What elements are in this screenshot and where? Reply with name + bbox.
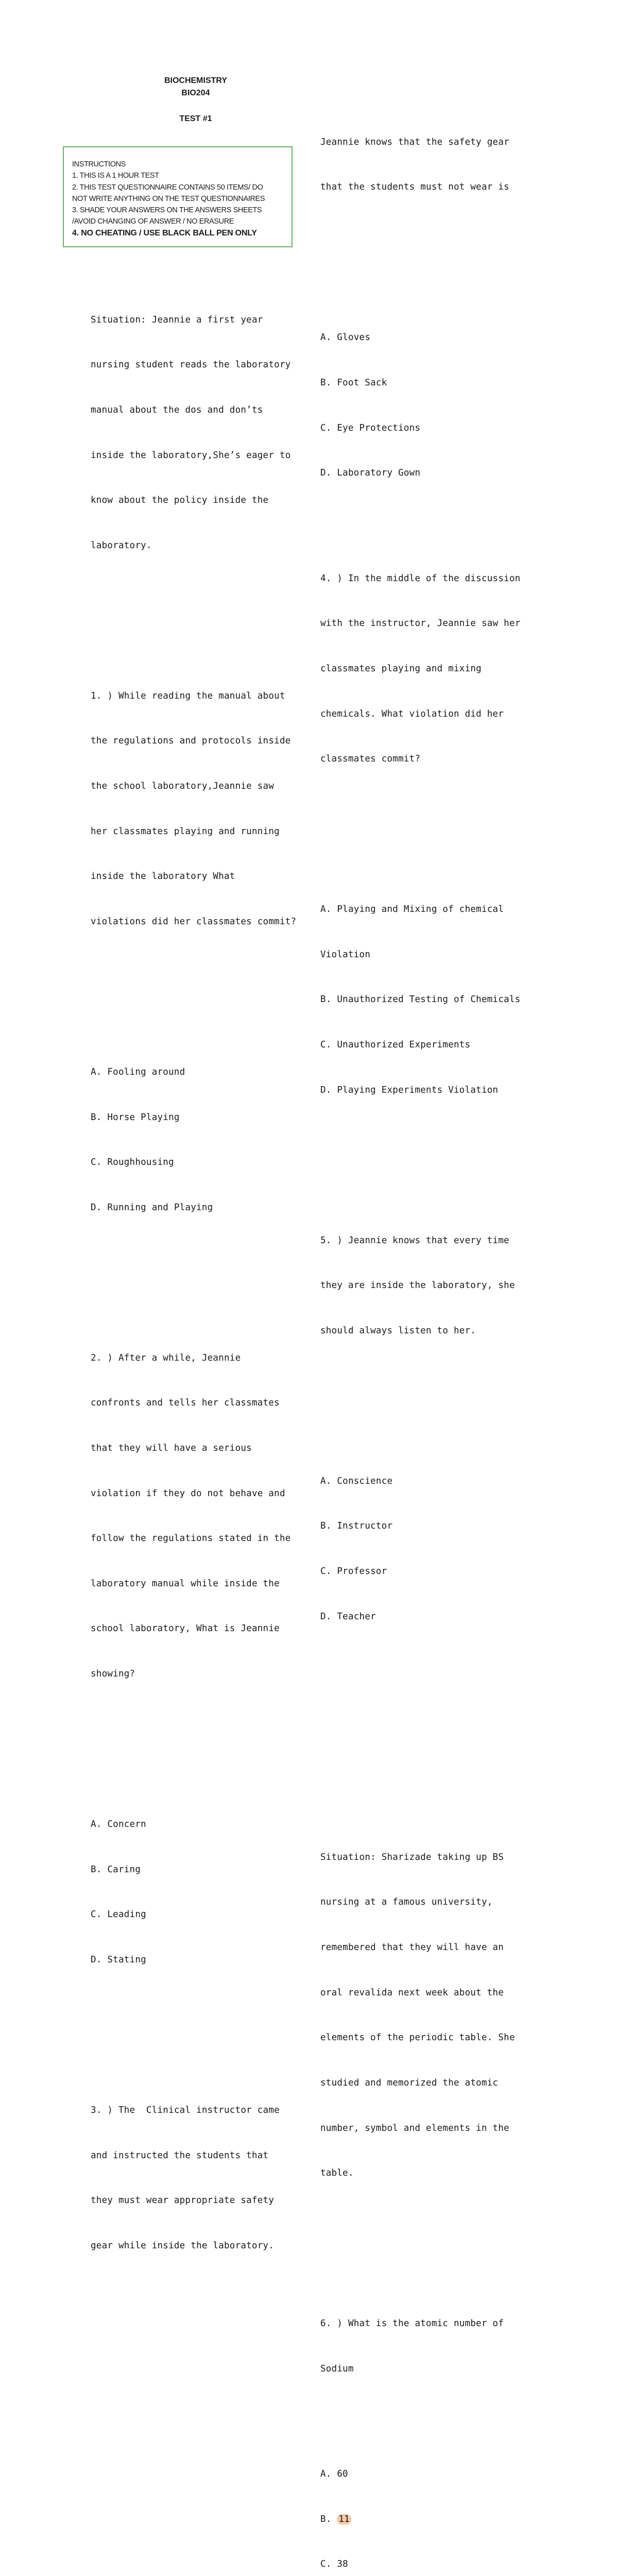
answer-option: B. Foot Sack bbox=[320, 378, 387, 388]
text-line: number, symbol and elements in the bbox=[320, 2123, 509, 2133]
text-line: inside the laboratory What bbox=[91, 871, 235, 882]
option-letter: B. bbox=[320, 2514, 337, 2524]
instruction-line-bold: 4. NO CHEATING / USE BLACK BALL PEN ONLY bbox=[72, 228, 257, 238]
text-line: 1. ) While reading the manual about bbox=[91, 690, 285, 701]
text-line: Situation: Jeannie a first year bbox=[91, 314, 263, 325]
text-line: school laboratory, What is Jeannie bbox=[91, 1623, 280, 1634]
text-line: 5. ) Jeannie knows that every time bbox=[320, 1235, 509, 1246]
answer-option: A. Playing and Mixing of chemical bbox=[320, 904, 504, 915]
text-line: elements of the periodic table. She bbox=[320, 2032, 515, 2043]
text-line: should always listen to her. bbox=[320, 1325, 476, 1336]
instruction-line: NOT WRITE ANYTHING ON THE TEST QUESTIONNAIRES bbox=[72, 194, 265, 203]
question-6 bbox=[320, 2286, 521, 2407]
text-line: studied and memorized the atomic bbox=[320, 2077, 499, 2088]
question-3-continued bbox=[320, 105, 521, 225]
answer-option: B. Unauthorized Testing of Chemicals bbox=[320, 994, 521, 1005]
text-line: Jeannie knows that the safety gear bbox=[320, 137, 509, 147]
text-line: the regulations and protocols inside bbox=[91, 736, 291, 747]
text-line: Sodium bbox=[320, 2363, 354, 2374]
question-5-options bbox=[320, 1444, 521, 1654]
question-5 bbox=[320, 1203, 521, 1368]
instructions-box bbox=[63, 146, 293, 247]
question-4 bbox=[320, 541, 521, 796]
text-line: and instructed the students that bbox=[91, 2150, 269, 2161]
text-line: violations did her classmates commit? bbox=[91, 916, 297, 927]
text-line: manual about the dos and don’ts bbox=[91, 405, 263, 416]
situation-2 bbox=[320, 1820, 521, 2211]
text-line: 4. ) In the middle of the discussion bbox=[320, 573, 521, 584]
answer-option: A. 60 bbox=[320, 2469, 348, 2480]
text-line: 3. ) The Clinical instructor came bbox=[91, 2105, 280, 2115]
answer-option: D. Running and Playing bbox=[91, 1202, 213, 1213]
answer-option: A. Fooling around bbox=[91, 1066, 185, 1077]
answer-option: C. 38 bbox=[320, 2559, 348, 2570]
question-6-options bbox=[320, 2437, 521, 2576]
answer-option: C. Unauthorized Experiments bbox=[320, 1039, 471, 1050]
text-line: confronts and tells her classmates bbox=[91, 1398, 280, 1409]
answer-option: Violation bbox=[320, 949, 371, 960]
answer-option: D. Teacher bbox=[320, 1611, 376, 1622]
question-3 bbox=[91, 2073, 296, 2284]
text-line: table. bbox=[320, 2168, 354, 2179]
text-line: laboratory manual while inside the bbox=[91, 1578, 280, 1589]
text-line: they are inside the laboratory, she bbox=[320, 1280, 515, 1291]
text-line: that they will have a serious bbox=[91, 1443, 252, 1453]
answer-option-highlighted bbox=[320, 2512, 521, 2527]
question-3-options bbox=[320, 300, 521, 511]
document-header bbox=[129, 75, 263, 125]
text-line: they must wear appropriate safety bbox=[91, 2195, 274, 2206]
question-2-options bbox=[91, 1787, 296, 1998]
instruction-line: 2. THIS TEST QUESTIONNAIRE CONTAINS 50 ITEMS/ DO bbox=[72, 183, 263, 192]
instruction-line: /AVOID CHANGING OF ANSWER / NO ERASURE bbox=[72, 217, 234, 226]
text-line: classmates commit? bbox=[320, 754, 421, 765]
right-column bbox=[320, 75, 521, 2576]
text-line: know about the policy inside the bbox=[91, 495, 269, 506]
text-line: with the instructor, Jeannie saw her bbox=[320, 618, 521, 629]
course-code: BIO204 bbox=[181, 89, 210, 97]
text-line: showing? bbox=[91, 1669, 135, 1680]
text-line: inside the laboratory,She’s eager to bbox=[91, 450, 291, 461]
answer-option: B. Caring bbox=[91, 1864, 141, 1875]
question-2 bbox=[91, 1320, 296, 1711]
answer-option: C. Roughhousing bbox=[91, 1157, 174, 1168]
instruction-line: 1. THIS IS A 1 HOUR TEST bbox=[72, 172, 159, 180]
text-line: chemicals. What violation did her bbox=[320, 708, 504, 719]
text-line: violation if they do not behave and bbox=[91, 1488, 285, 1499]
test-title: TEST #1 bbox=[179, 114, 212, 123]
question-1-options bbox=[91, 1035, 296, 1246]
text-line: 2. ) After a while, Jeannie bbox=[91, 1352, 241, 1363]
answer-option: D. Stating bbox=[91, 1954, 146, 1965]
situation-1 bbox=[91, 282, 296, 583]
course-title: BIOCHEMISTRY bbox=[164, 76, 228, 85]
text-line: Situation: Sharizade taking up BS bbox=[320, 1852, 504, 1862]
text-line: that the students must not wear is bbox=[320, 182, 509, 193]
answer-option: A. Concern bbox=[91, 1819, 146, 1830]
instructions-title: INSTRUCTIONS bbox=[72, 160, 126, 168]
question-1 bbox=[91, 658, 296, 959]
text-line: classmates playing and mixing bbox=[320, 663, 482, 674]
instruction-line: 3. SHADE YOUR ANSWERS ON THE ANSWERS SHEETS bbox=[72, 206, 262, 215]
text-line: nursing at a famous university, bbox=[320, 1897, 493, 1908]
answer-option: C. Eye Protections bbox=[320, 422, 421, 433]
answer-option: D. Laboratory Gown bbox=[320, 468, 421, 479]
answer-option: A. Gloves bbox=[320, 332, 371, 343]
text-line: nursing student reads the laboratory bbox=[91, 360, 291, 370]
answer-option: B. Instructor bbox=[320, 1521, 393, 1532]
highlighted-answer: 11 bbox=[337, 2514, 351, 2524]
text-line: remembered that they will have an bbox=[320, 1942, 504, 1953]
answer-option: A. Conscience bbox=[320, 1476, 393, 1486]
text-line: laboratory. bbox=[91, 540, 152, 551]
text-line: the school laboratory,Jeannie saw bbox=[91, 781, 274, 792]
answer-option: B. Horse Playing bbox=[91, 1112, 180, 1123]
text-line: oral revalida next week about the bbox=[320, 1987, 504, 1998]
answer-option: C. Leading bbox=[91, 1909, 146, 1920]
left-column bbox=[91, 252, 296, 2299]
text-line: her classmates playing and running bbox=[91, 826, 280, 837]
question-4-options bbox=[320, 872, 521, 1128]
text-line: 6. ) What is the atomic number of bbox=[320, 2318, 504, 2329]
text-line: gear while inside the laboratory. bbox=[91, 2240, 274, 2251]
answer-option: D. Playing Experiments Violation bbox=[320, 1084, 499, 1095]
answer-option: C. Professor bbox=[320, 1566, 387, 1577]
text-line: follow the regulations stated in the bbox=[91, 1533, 291, 1544]
